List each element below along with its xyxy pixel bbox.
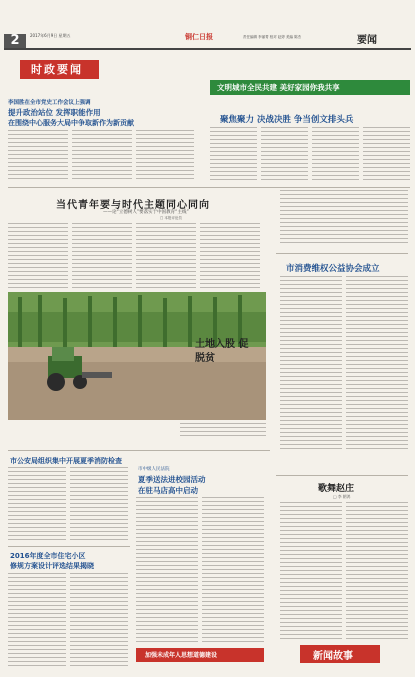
right-top-body-col3 [312, 127, 359, 183]
article1-kicker: 李国胜在全市党史工作会议上强调 [8, 100, 91, 106]
header-rule [4, 48, 411, 50]
feature-subhead: ——论“立德树人”要落实于中国教育“主线” [103, 210, 189, 215]
masthead: 铜仁日报 [185, 32, 213, 41]
right-top-body-col2 [261, 127, 308, 183]
news-story-banner-text: 新闻故事 [313, 651, 353, 662]
feature-headline: 当代青年要与时代主题同心同向 [56, 200, 210, 211]
poem-author: □ 李 朝鸿 [333, 494, 351, 499]
article1-body-col2 [72, 130, 132, 180]
bottom-left-headline2b: 修规方案设计评选结果揭晓 [10, 562, 94, 570]
bottom-left-headline1: 市公安局组织集中开展夏季消防检查 [10, 457, 122, 465]
bottom-mid-kicker: 市中级人民法院 [138, 467, 170, 472]
bottom-mid-headline2: 在驻马店高中启动 [138, 486, 198, 495]
feature-body-col2 [72, 223, 132, 289]
bottom-mid-banner-text: 加强未成年人思想道德建设 [145, 652, 218, 659]
photo-caption-main: 土地入股 促脱贫 [195, 339, 249, 364]
editor-line: 责任编辑 李丽菁 校对 赵婷 美编 陈杰 [243, 35, 302, 39]
poem-body-col2 [346, 502, 408, 640]
bottom-left-body-col1 [8, 467, 66, 543]
bottom-mid-body-col1 [136, 497, 198, 645]
bottom-left-body2-col1 [8, 573, 66, 669]
bottom-left-body2-col2 [70, 573, 128, 669]
article1-body-col1 [8, 130, 68, 180]
bottom-left-divider [8, 546, 130, 547]
bottom-mid-body-col2 [202, 497, 264, 645]
right-top-body-col1 [210, 127, 257, 183]
feature-body-col3 [136, 223, 196, 289]
section-title: 要闻 [357, 35, 377, 46]
poem-body-col1 [280, 502, 342, 640]
right-top-headline: 聚焦聚力 决战决胜 争当创文排头兵 [220, 115, 354, 125]
article1-body-col3 [136, 130, 194, 180]
divider-mid [8, 450, 270, 451]
divider-top [8, 187, 410, 188]
section-label: 时政要闻 [31, 63, 83, 76]
right-col-body-b [346, 276, 408, 451]
feature-body-col4 [200, 223, 260, 289]
page-header [0, 0, 415, 48]
photo-caption-text [180, 423, 266, 437]
article1-headline: 提升政治站位 发挥职能作用 [8, 108, 101, 117]
page-number: 2 [10, 33, 20, 48]
feature-byline: □ 本报评论员 [160, 216, 182, 220]
right-col-body-a [280, 276, 342, 451]
right-col-divider [276, 253, 408, 254]
bottom-left-headline2: 2016年度全市住宅小区 [10, 552, 86, 560]
bottom-mid-headline: 夏季送法进校园活动 [138, 475, 206, 484]
right-col-upper-text [280, 190, 408, 246]
bottom-right-divider [276, 475, 408, 476]
date-line: 2017年6月9日 星期五 [30, 33, 71, 38]
right-col-headline: 市消费维权公益协会成立 [286, 264, 380, 274]
feature-body-col1 [8, 223, 68, 289]
poem-title: 歌舞赵庄 [318, 484, 355, 494]
bottom-left-body-col2 [70, 467, 128, 543]
right-top-body-col4 [363, 127, 410, 183]
civility-banner-text: 文明城市全民共建 美好家园你我共享 [217, 83, 340, 92]
article1-subhead: 在围绕中心服务大局中争取新作为新贡献 [8, 119, 134, 127]
